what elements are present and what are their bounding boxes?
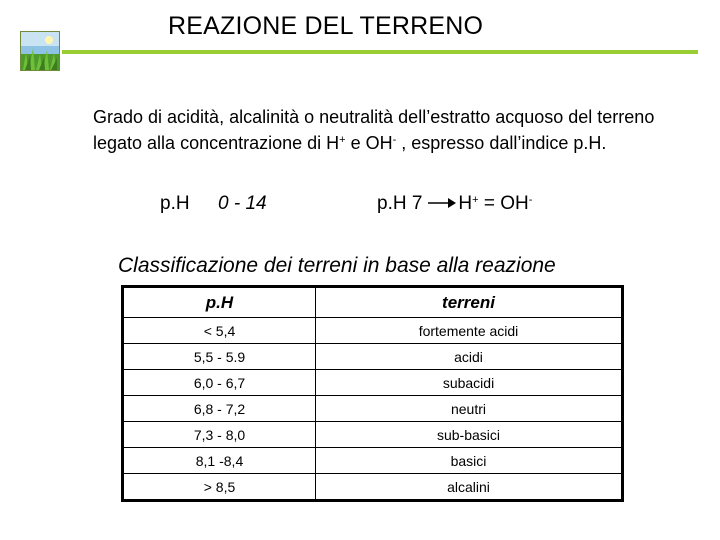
table-header-row [123,287,623,318]
soil-type-cell: neutri [316,396,623,422]
header-terreni: terreni [316,287,623,318]
soil-type-cell: alcalini [316,474,623,501]
ph-cell: 8,1 -8,4 [123,448,316,474]
table-row [123,474,623,501]
table-row [123,422,623,448]
soil-type-cell: acidi [316,344,623,370]
neutral-ph-statement [377,193,532,215]
table-row [123,370,623,396]
soil-type-cell: basici [316,448,623,474]
neutral-ph-label: p.H 7 [377,193,423,215]
intro-line-2-part-3: , espresso dall’indice p.H. [396,133,607,153]
grass-landscape-icon [20,31,60,71]
intro-line-1: Grado di acidità, alcalinità o neutralità dell’estratto acquoso del terreno [93,107,655,127]
title-divider [62,50,698,54]
ph-scale-label: p.H [160,193,190,214]
ph-cell: < 5,4 [123,318,316,344]
ph-cell: 7,3 - 8,0 [123,422,316,448]
oh-minus-superscript: - [392,134,397,146]
neutral-h: H [458,193,473,215]
classification-title: Classificazione dei terreni in base alla reazione [118,254,556,277]
table-row [123,318,623,344]
intro-line-2-part-1: legato alla concentrazione di H [93,133,340,153]
ph-cell: 5,5 - 5.9 [123,344,316,370]
h-plus-superscript: + [339,134,346,146]
ph-cell: > 8,5 [123,474,316,501]
ph-cell: 6,0 - 6,7 [123,370,316,396]
right-arrow-icon [428,193,456,215]
soil-type-cell: fortemente acidi [316,318,623,344]
soil-type-cell: subacidi [316,370,623,396]
ph-cell: 6,8 - 7,2 [123,396,316,422]
soil-type-cell: sub-basici [316,422,623,448]
intro-paragraph [93,104,720,156]
neutral-h-plus-superscript: + [472,194,479,207]
table-row [123,396,623,422]
neutral-equals-oh: = OH [478,193,529,215]
table-row [123,448,623,474]
neutral-oh-minus-superscript: - [528,194,533,207]
classification-table [121,285,624,502]
intro-line-2-part-2: e OH [345,133,393,153]
header-ph: p.H [123,287,316,318]
ph-scale-range: 0 - 14 [218,193,267,214]
table-row [123,344,623,370]
page-title: REAZIONE DEL TERRENO [168,12,484,40]
intro-line-2 [93,130,720,156]
